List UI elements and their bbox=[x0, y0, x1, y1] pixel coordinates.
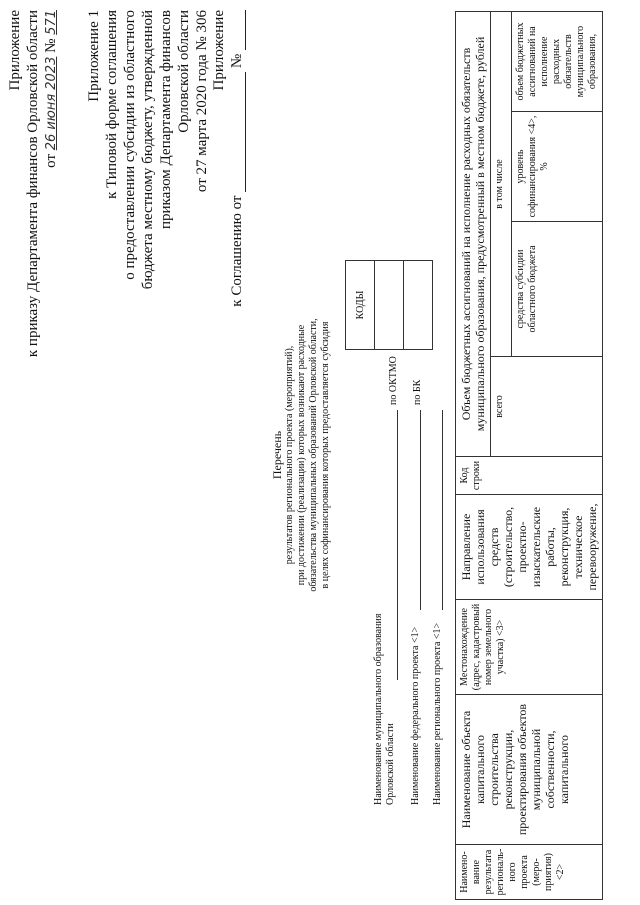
codes-bk-cell bbox=[404, 261, 433, 350]
col-location: Местонахождение (адрес, кадастровый номер земельного участка) <3> bbox=[456, 600, 603, 695]
handwritten-date: 26 июня 2023 bbox=[44, 56, 59, 151]
col-object-name: Наименование объекта капитального строительства реконструкции, проектирования объектов муниципальной собственности, капитального bbox=[456, 695, 603, 845]
title-word: Перечень bbox=[270, 430, 284, 480]
col-row-code: Код строки bbox=[456, 457, 603, 495]
municipality-label: Наименование муниципального образования Орловской области bbox=[373, 613, 396, 805]
col-including: в том числе bbox=[491, 12, 512, 357]
federal-project-label: Наименование федерального проекта <1> bbox=[410, 626, 421, 805]
codes-header: КОДЫ bbox=[346, 261, 375, 350]
agreement-appendix-label: Приложение bbox=[211, 10, 227, 91]
handwritten-number: 571 bbox=[44, 10, 59, 35]
col-budget-volume: Объем бюджетных ассигнований на исполнение расходных обязательств муниципального образования, предусмотренный в местном бюджете, рублей bbox=[456, 12, 491, 457]
federal-project-line bbox=[420, 410, 421, 610]
agreement-appendix bbox=[210, 10, 246, 345]
col-cofinancing-level: уровень софинансирования <4>, % bbox=[512, 112, 603, 222]
oktmo-label: по ОКТМО bbox=[388, 356, 399, 405]
codes-box bbox=[345, 260, 433, 350]
col-result-name: Наимено-вание результата региональ-ного проекта (меро-приятия) <2> bbox=[456, 845, 603, 900]
document-title: Перечень результатов регионального проекта (мероприятий), при достижении (реализации) которых возникают расходные обязательства муниципальных образований Орловской области, в целях софинансирования которых предоставляется субсидия bbox=[270, 305, 332, 605]
col-total: всего bbox=[491, 357, 603, 457]
appendix-label: Приложение bbox=[7, 10, 23, 91]
order-line: к приказу Департамента финансов Орловской области bbox=[25, 10, 41, 358]
codes-oktmo-cell bbox=[375, 261, 404, 350]
appendix-header bbox=[6, 10, 61, 385]
typical-form-note: Приложение 1 к Типовой форме соглашения о предоставлении субсидии из областного бюджета местному бюджету, утвержденной приказом Департамента финансов Орловской области от 27 марта 2020 года № 306 bbox=[86, 10, 210, 290]
results-table bbox=[455, 11, 603, 900]
order-date-line: от 26 июня 2023 № 571 bbox=[43, 10, 59, 168]
col-subsidy-funds: средства субсидии областного бюджета bbox=[512, 222, 603, 357]
col-direction: Направление использования средств (строительство, проектно-изыскательские работы, реконструкция, техническое перевооружение, bbox=[456, 495, 603, 600]
bk-label: по БК bbox=[412, 379, 423, 405]
col-volume-allocations: объем бюджетных ассигнований на исполнение расходных обязательств муниципального образования, bbox=[512, 12, 603, 112]
agreement-appendix-ref: к Соглашению от № bbox=[228, 10, 246, 345]
regional-project-line bbox=[442, 410, 443, 610]
municipality-line bbox=[397, 410, 398, 680]
regional-project-label: Наименование регионального проекта <1> bbox=[432, 622, 443, 805]
